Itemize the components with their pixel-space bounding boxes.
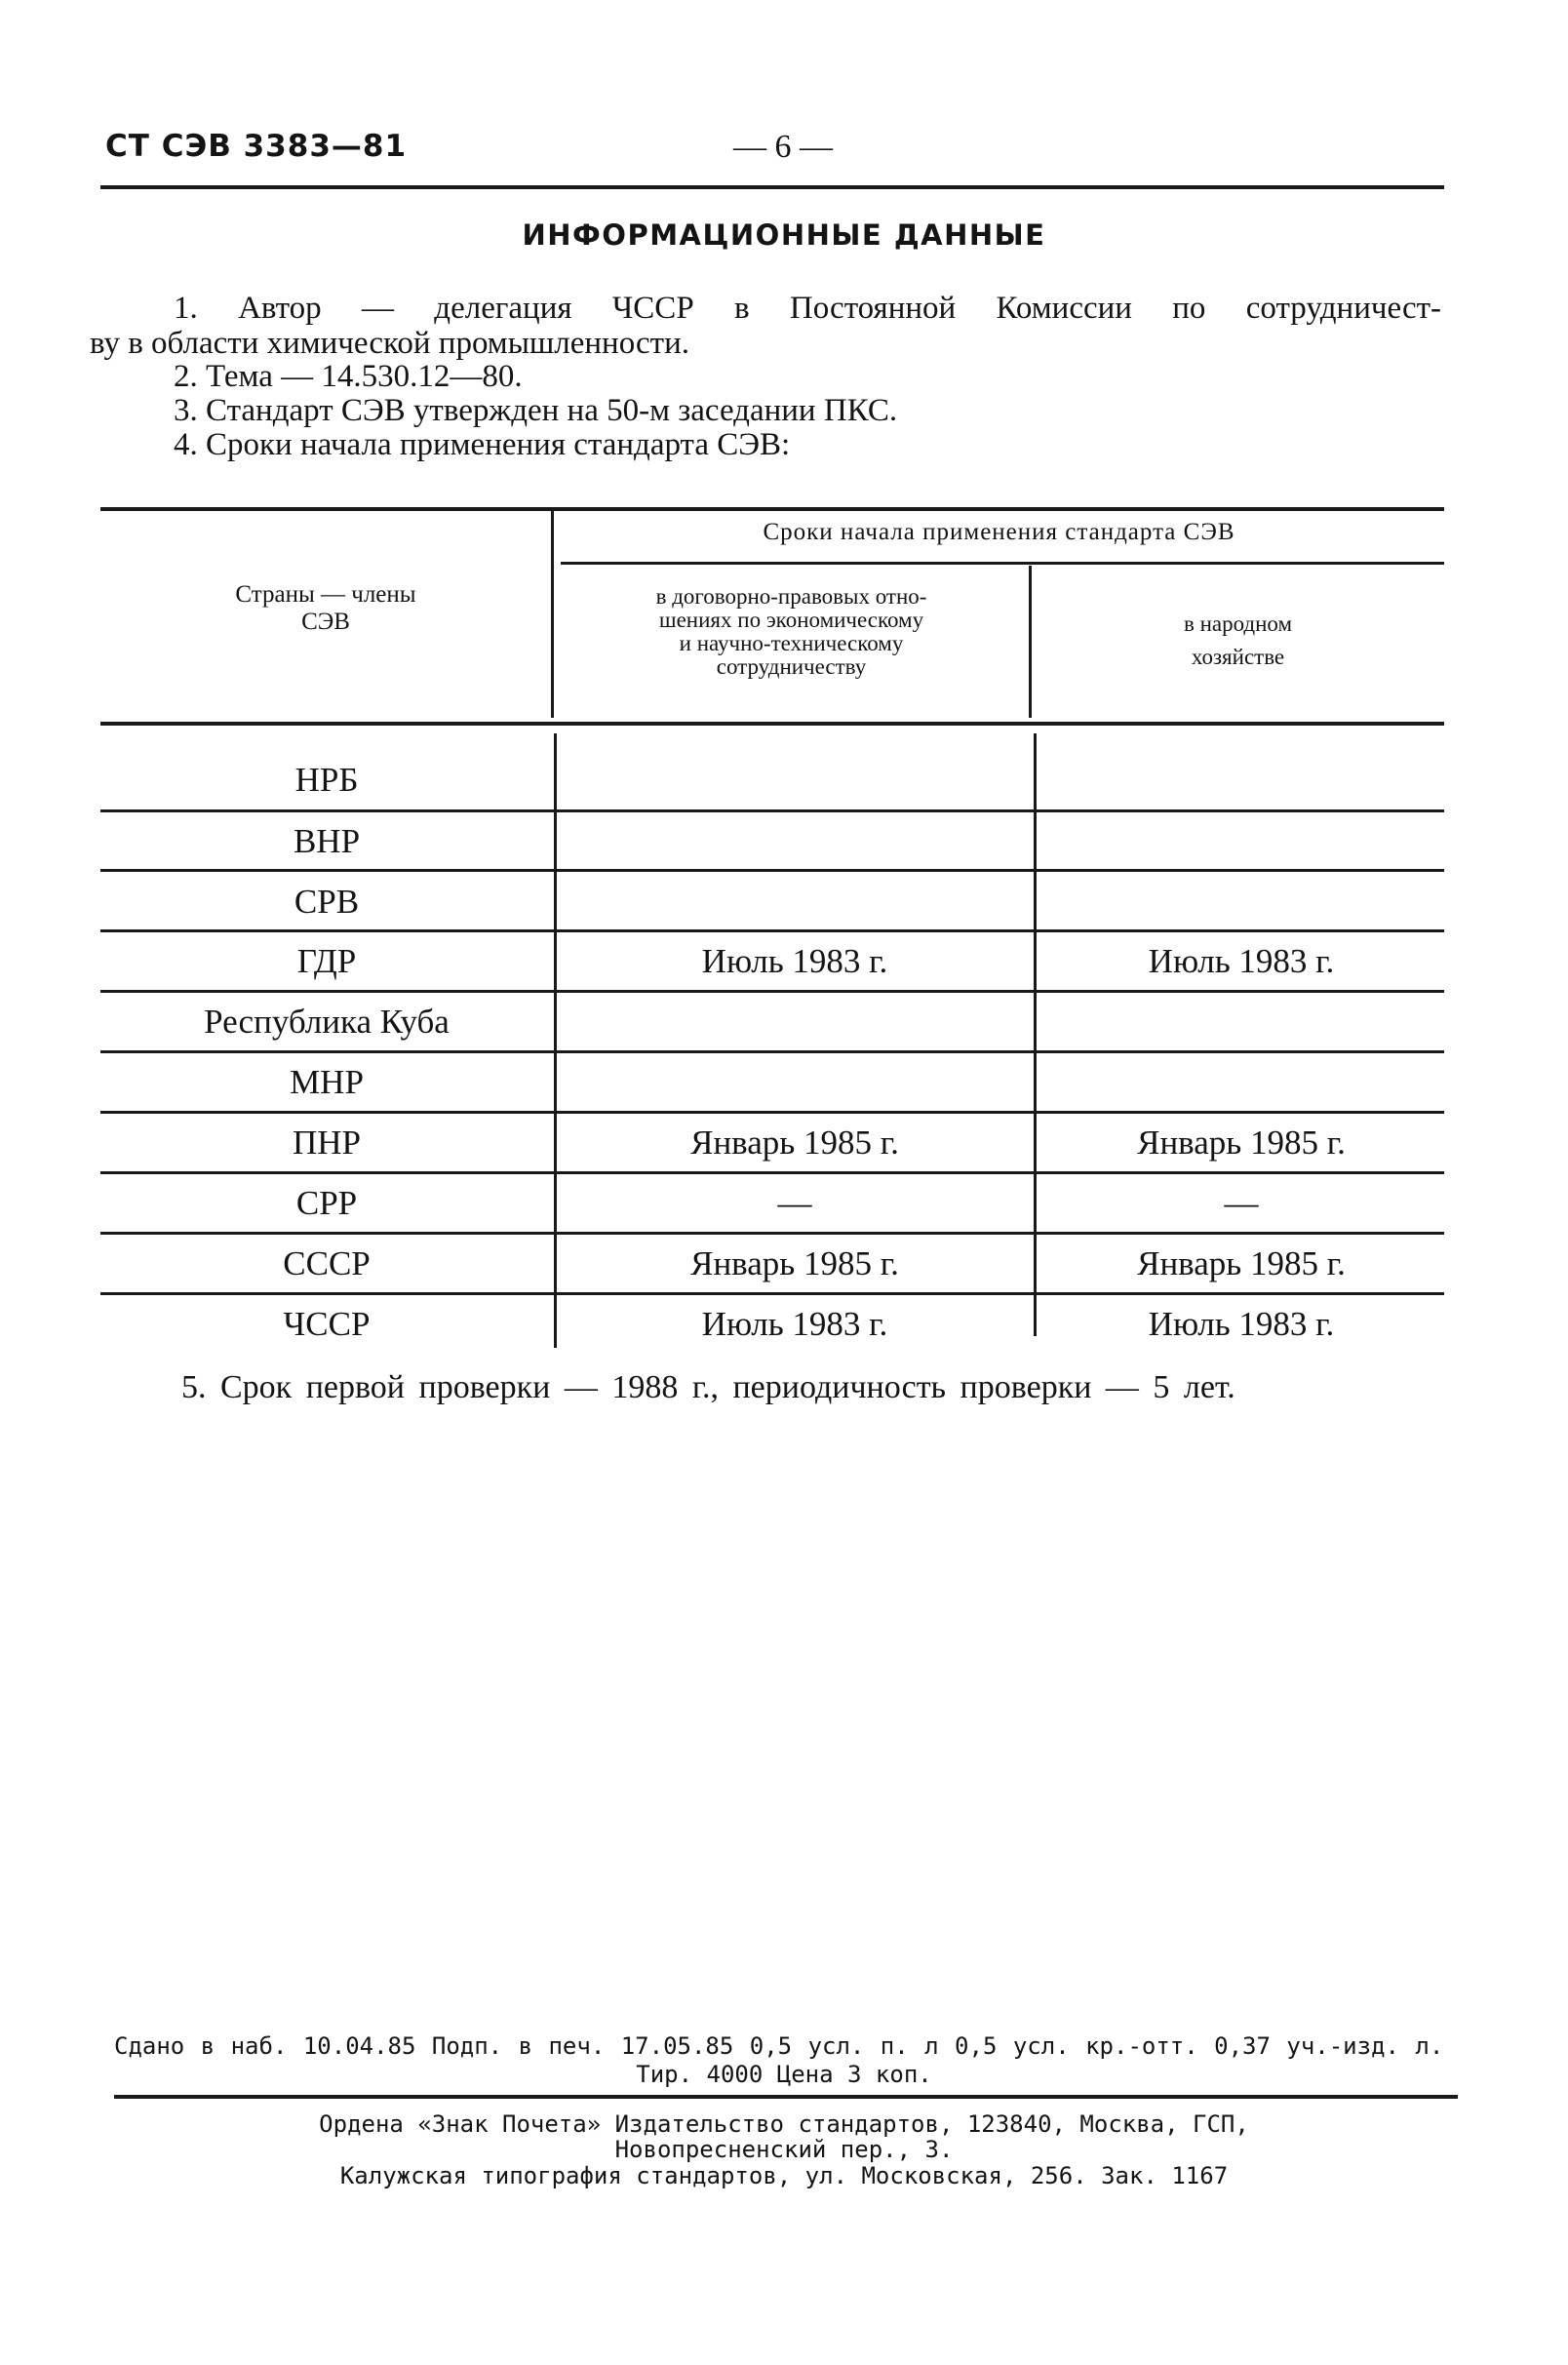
table-row-contract: Июль 1983 г. [701, 942, 888, 980]
section-title: ИНФОРМАЦИОННЫЕ ДАННЫЕ [522, 218, 1046, 252]
header-contract-line-4: сотрудничеству [716, 654, 867, 679]
row-separator [100, 809, 1444, 812]
table-top-rule [100, 507, 1444, 511]
item-1-line-2: ву в области химической промышленности. [90, 326, 690, 361]
row-separator [100, 1050, 1444, 1053]
table-row-country: СРВ [294, 883, 360, 921]
item-5: 5. Срок первой проверки — 1988 г., периодичность проверки — 5 лет. [181, 1369, 1235, 1405]
table-row-national: Июль 1983 г. [1148, 942, 1335, 980]
header-country-line-1: Страны — члены [235, 581, 416, 608]
table-row-country: Республика Куба [204, 1003, 450, 1041]
table-row-country: ВНР [293, 822, 361, 860]
imprint-line-1: Сдано в наб. 10.04.85 Подп. в печ. 17.05.85 0,5 усл. п. л 0,5 усл. кр.-отт. 0,37 уч.-изд. л. [114, 2032, 1444, 2060]
row-separator [100, 1292, 1444, 1295]
table-row-country: ПНР [292, 1123, 362, 1162]
header-contract-line-3: и научно-техническому [679, 631, 904, 655]
table-row-contract [561, 883, 1029, 922]
table-row-contract [561, 761, 1029, 800]
table-row-national [1039, 1003, 1444, 1042]
table-row-contract [561, 1063, 1029, 1102]
table-header-rule [100, 722, 1444, 726]
table-row-contract [561, 1003, 1029, 1042]
row-separator [100, 990, 1444, 993]
table-row-contract [561, 822, 1029, 861]
imprint-line-3: Ордена «Знак Почета» Издательство стандартов, 123840, Москва, ГСП, [319, 2110, 1249, 2138]
item-2: 2. Тема — 14.530.12—80. [174, 359, 523, 394]
body-divider-1 [554, 733, 557, 1348]
table-row-contract: Июль 1983 г. [701, 1305, 888, 1343]
table-row-contract: Январь 1985 г. [690, 1123, 899, 1162]
header-rule [100, 185, 1444, 189]
item-1-line-1: 1. Автор — делегация ЧССР в Постоянной Комиссии по сотрудничест- [174, 291, 1441, 326]
table-row-country: ЧССР [283, 1305, 371, 1343]
row-separator [100, 1171, 1444, 1174]
imprint-line-5: Калужская типография стандартов, ул. Московская, 256. Зак. 1167 [339, 2162, 1229, 2189]
table-row-national: Июль 1983 г. [1148, 1305, 1335, 1343]
table-row-contract: Январь 1985 г. [690, 1244, 899, 1282]
header-group: Сроки начала применения стандарта СЭВ [763, 519, 1235, 545]
header-national [1032, 608, 1444, 674]
table-row-national: Январь 1985 г. [1137, 1123, 1346, 1162]
table-row-national: — [1224, 1184, 1259, 1222]
table-row-national: Январь 1985 г. [1137, 1244, 1346, 1282]
item-3: 3. Стандарт СЭВ утвержден на 50-м заседании ПКС. [174, 393, 898, 428]
table-row-contract: — [777, 1184, 812, 1222]
item-4: 4. Сроки начала применения стандарта СЭВ: [174, 427, 791, 462]
imprint-rule [114, 2095, 1458, 2099]
table-row-national [1039, 761, 1444, 800]
table-row-national [1039, 822, 1444, 861]
imprint-line-2: Тир. 4000 Цена 3 коп. [636, 2061, 932, 2088]
imprint-line-4: Новопресненский пер., 3. [614, 2136, 954, 2163]
page-number: — 6 — [733, 129, 833, 165]
table-row-country: СРР [295, 1184, 358, 1222]
group-header-rule [561, 562, 1444, 565]
header-contract-line-2: шениях по экономическому [658, 608, 924, 632]
table-row-country: ГДР [296, 942, 357, 980]
row-separator [100, 929, 1444, 932]
table-row-country: СССР [283, 1244, 371, 1282]
body-divider-2 [1034, 733, 1037, 1336]
row-separator [100, 869, 1444, 872]
table-row-country: МНР [290, 1063, 364, 1101]
header-national-line-2: хозяйстве [1191, 645, 1285, 669]
header-country-line-2: СЭВ [301, 609, 350, 635]
header-contract [554, 585, 1029, 679]
document-code: СТ СЭВ 3383—81 [105, 129, 408, 164]
table-row-national [1039, 1063, 1444, 1102]
header-contract-line-1: в договорно-правовых отно- [655, 584, 927, 609]
header-national-line-1: в народном [1183, 611, 1293, 636]
header-country [100, 581, 551, 636]
row-separator [100, 1232, 1444, 1235]
row-separator [100, 1111, 1444, 1114]
table-row-national [1039, 883, 1444, 922]
table-row-country: НРБ [294, 761, 359, 799]
